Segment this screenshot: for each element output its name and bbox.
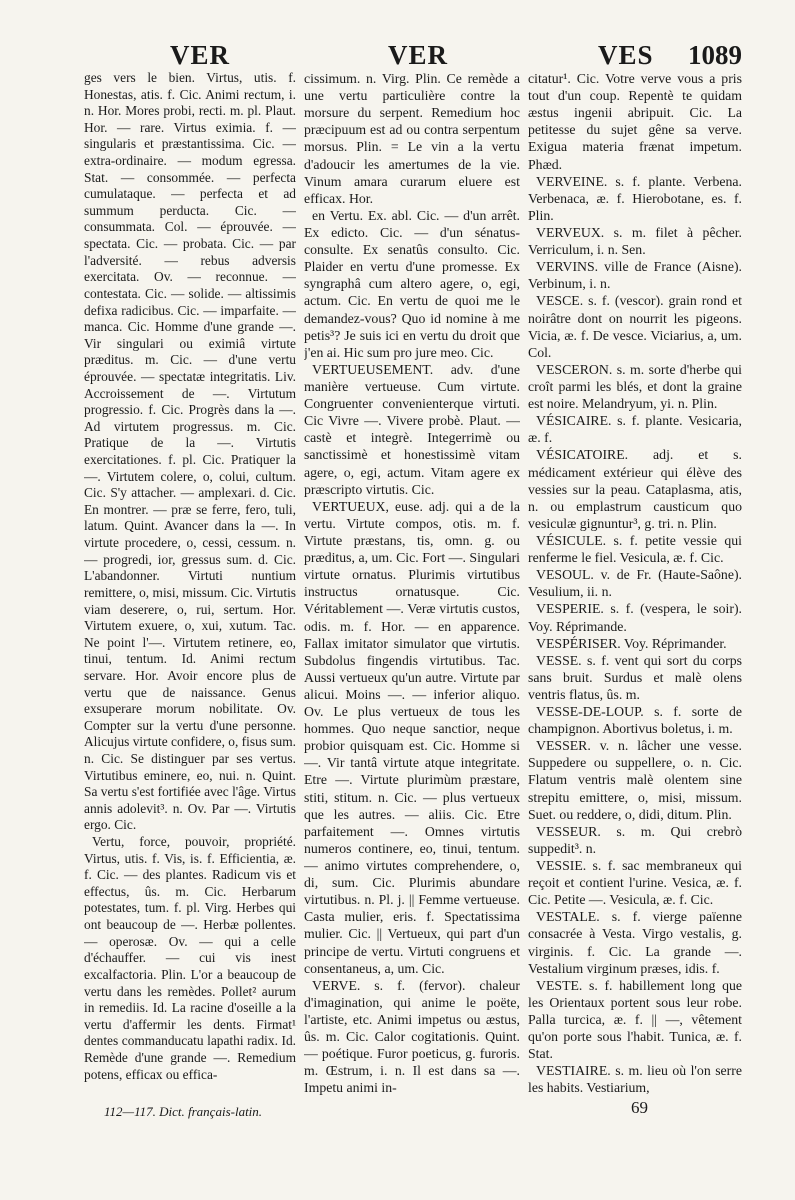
entry-paragraph: VÉSICULE. s. f. petite vessie qui renferme le fiel. Vesicula, æ. f. Cic. (528, 532, 742, 566)
entry-paragraph: VESCERON. s. m. sorte d'herbe qui croît parmi les blés, et dont la graine est noire. Melandryum, yi. n. Plin. (528, 361, 742, 412)
entry-paragraph: VESSE-DE-LOUP. s. f. sorte de champignon. Abortivus boletus, i. m. (528, 704, 742, 737)
entry-paragraph: cissimum. n. Virg. Plin. Ce remède a une vertu particulière contre la morsure du serpent. Remedium hoc præcipuum est ad ou contra serpentum morsus. Plin. = Le vin a la vertu d'adoucir les amertumes de la vie. Vinum amara curarum eluere est efficax. Hor. (304, 71, 520, 206)
entry-paragraph: VERVEUX. s. m. filet à pêcher. Verriculum, i. n. Sen. (528, 224, 742, 258)
entry-paragraph: VESTALE. s. f. vierge païenne consacrée à Vesta. Virgo vestalis, g. virginis. f. Cic. La grande —. Vestalium virginum præses, idis. f. (528, 909, 742, 976)
printer-signature: 112—117. Dict. français-latin. (104, 1104, 263, 1119)
entry-paragraph: citatur¹. Cic. Votre verve vous a pris tout d'un coup. Repentè te quidam æstus ingenii abripuit. Cic. La petitesse du sujet gêne sa verve. Exigua materia frænat impetum. Phæd. (528, 71, 742, 172)
entry-paragraph: VESPERIE. s. f. (vespera, le soir). Voy. Réprimande. (528, 601, 742, 634)
entry-paragraph: VESOUL. v. de Fr. (Haute-Saône). Vesulium, ii. n. (528, 567, 742, 600)
entry-paragraph: VESCE. s. f. (vescor). grain rond et noirâtre dont on nourrit les pigeons. Vicia, æ. f. De vesce. Viciarius, a, um. Col. (528, 293, 742, 360)
entry-paragraph: VESSER. v. n. lâcher une vesse. Suppedere ou suppellere, o. n. Cic. Flatum ventris malè olentem sine strepitu emittere, o, misi, missum. Suet. ou reddere, o, didi, ditum. Plin. (528, 738, 742, 822)
entry-paragraph: VERTUEUSEMENT. adv. d'une manière vertueuse. Cum virtute. Congruenter convenienterque virtuti. Cic Vivre —. Vivere probè. Plaut. — castè et integrè. Integerrimè ou sanctissimè et honestissimè vitam agere, o, egi, actum. Vitam agere ex præscripto virtutis. Cic. (304, 361, 520, 497)
entry-paragraph: VERVEINE. s. f. plante. Verbena. Verbenaca, æ. f. Hierobotane, es. f. Plin. (528, 173, 742, 223)
entry-paragraph: VERVINS. ville de France (Aisne). Verbinum, i. n. (528, 259, 742, 292)
entry-paragraph: VESTE. s. f. habillement long que les Orientaux portent sous leur robe. Palla turcica, æ. f. || —, vêtement qu'on porte sous l'habit. Tunica, æ. f. Stat. (528, 977, 742, 1062)
running-head-middle: VER (388, 40, 449, 70)
column-middle (304, 70, 520, 1096)
entry-paragraph: VÉSICATOIRE. adj. et s. médicament extérieur qui élève des vessies sur la peau. Cataplasma, atis, n. ou emplastrum causticum quo vesiculæ gignuntur³, g. tri. n. Plin. (528, 447, 742, 531)
entry-paragraph: VESSEUR. s. m. Qui crebrò suppedit³. n. (528, 823, 742, 856)
column-right (528, 70, 742, 1096)
entry-paragraph: VESTIAIRE. s. m. lieu où l'on serre les habits. Vestiarium, (528, 1063, 742, 1096)
entry-paragraph: ges vers le bien. Virtus, utis. f. Honestas, atis. f. Cic. Animi rectum, i. n. Hor. Mores probi, recti. m. pl. Plaut. Hor. — rare. Virtus eximia. f. — singularis et præstantissima. Cic. — extra-ordinaire. — modum egressa. Stat. — consommée. — perfecta cumulataque. — perfecta et ad summum perducta. Cic. — consummata. Col. — éprouvée. — spectata. Cic. — probata. Cic. — par l'adversité. — rebus adversis exercitata. Ov. — reconnue. — contestata. Cic. — solide. — altissimis defixa radicibus. Cic. — imparfaite. — manca. Cic. Homme d'une grande —. Vir singulari ou eximiâ virtute præditus. m. Cic. — d'une vertu éprouvée. — spectatæ integritatis. Liv. Accroissement de —. Virtutum progressio. f. Cic. Progrès dans la —. Ad virtutem progressus. m. Cic. Pratique de la —. Virtutis exercitationes. f. pl. Cic. Pratiquer la —. Virtutem colere, o, colui, cultum. Cic. S'y attacher. — amplexari. d. Cic. En montrer. — præ se ferre, fero, tuli, latum. Quint. Avancer dans la —. In virtute procedere, o, cessi, cessum. n. — progredi, ior, gressus sum. d. Cic. L'abandonner. Virtuti nuntium remittere, o, misi, missum. Cic. Virtutis viam deserere, o, rui, sertum. Hor. Virtutem exuere, o, xui, xutum. Tac. Ne point l'—. Virtutem retinere, eo, tinui, tentum. Id. Animi rectum servare. Hor. Avoir encore plus de vertu que de naissance. Genus exsuperare morum nobilitate. Ov. Compter sur la vertu d'une personne. Alicujus virtute confidere, o, fisus sum. n. Cic. Se distinguer par ses vertus. Virtutibus eminere, eo, nui. n. Quint. Sa vertu s'est fortifiée avec l'âge. Virtus annis adolevit³. n. Ov. Par —. Virtutis ergo. Cic. (84, 70, 296, 833)
entry-paragraph: VERVE. s. f. (fervor). chaleur d'imagination, qui anime le poëte, l'artiste, etc. Animi impetus ou æstus, ûs. m. Cic. Calor cogitationis. Quint. — poétique. Furor poeticus, g. furoris. m. Œstrum, i. n. Il est dans sa —. Impetu animi in- (304, 977, 520, 1096)
entry-paragraph: VESPÉRISER. Voy. Réprimander. (536, 635, 727, 651)
entry-paragraph: VESSIE. s. f. sac membraneux qui reçoit et contient l'urine. Vesica, æ. f. Cic. Petite —. Vesicula, æ. f. Cic. (528, 858, 742, 908)
entry-paragraph: Vertu, force, pouvoir, propriété. Virtus, utis. f. Vis, is. f. Efficientia, æ. f. Cic. — des plantes. Radicum vis et effectus, ûs. m. Cic. Herbarum potestates, tum. f. pl. Virg. Herbes qui ont beaucoup de —. Herbæ pollentes. — operosæ. Ov. — qui a celle d'échauffer. — cui vis inest excalfactoria. Plin. L'or a beaucoup de vertu dans les remèdes. Pollet² aurum in remediis. Id. La racine d'oseille a la vertu d'affermir les dents. Firmat¹ dentes commanducatu lapathi radix. Id. Remède d'une grande —. Remedium potens, efficax ou effica- (84, 834, 296, 1082)
running-head-right: VES (598, 40, 654, 70)
entry-paragraph: VESSE. s. f. vent qui sort du corps sans bruit. Surdus et malè olens ventris flatus, ûs. m. (528, 652, 742, 702)
entry-paragraph: VÉSICAIRE. s. f. plante. Vesicaria, æ. f. (528, 413, 742, 446)
page-number: 1089 (688, 40, 742, 70)
entry-paragraph: VERTUEUX, euse. adj. qui a de la vertu. Virtute compos, otis. m. f. Virtute præstans, tis, omn. g. ou præditus, a, um. Cic. Fort —. Singulari virtute ornatus. Plurimis virtutibus instructus ornatusque. Cic. Véritablement —. Veræ virtutis custos, odis. m. f. Hor. — en apparence. Fallax imitator simulator que virtutis. Subdolus fingendis virtutibus. Tac. Aussi vertueux qu'un autre. Virtute par alicui. Moins —. — inferior aliquo. Ov. Le plus vertueux de tous les hommes. Quo neque sanctior, neque probior quisquam est. Cic. Homme si —. Vir tantâ virtute atque integritate. Etre —. Virtute plurimùm præstare, stiti, stitum. n. Cic. — plus vertueux que les autres. — aliis. Cic. Etre parfaitement —. Omnes virtutis numeros continere, eo, tinui, tentum. — animo virtutes comprehendere, o, di, sum. Cic. Plurimis abundare virtutibus. n. Pl. j. || Femme vertueuse. Casta mulier, eris. f. Spectatissima mulier. Cic. || Vertueux, qui part d'un principe de vertu. Virtuti congruens et consentaneus, a, um. Cic. (304, 498, 520, 976)
column-left (84, 70, 296, 1096)
sheet-number: 69 (631, 1098, 648, 1117)
running-head-left: VER (170, 40, 231, 70)
entry-paragraph: en Vertu. Ex. abl. Cic. — d'un arrêt. Ex edicto. Cic. — d'un sénatus-consulte. Ex senatûs consulto. Cic. Plaider en vertu d'une promesse. Ex syngraphâ cum altero agere, o, egi, actum. Cic. En vertu de quoi me le demandez-vous? Quo id nomine à me petis³? Je suis ici en vertu du droit que j'en ai. Hic sum pro jure meo. Cic. (304, 207, 520, 360)
